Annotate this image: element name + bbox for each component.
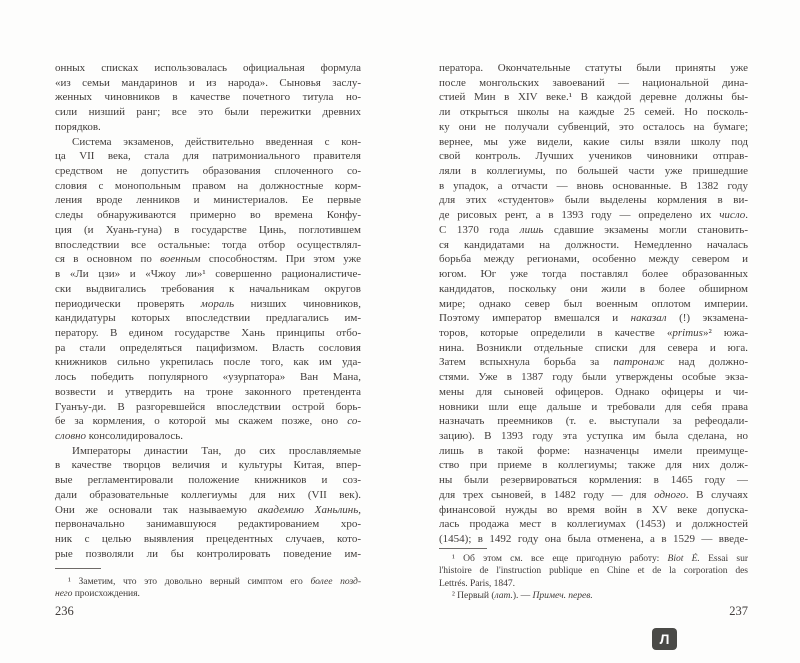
text-line: в «Ли цзи» и «Чжоу ли»¹ совершенно рационалистиче- <box>55 268 361 281</box>
text-line: для этих «студентов» были выделены кормления в ви- <box>439 194 748 207</box>
page-number-right: 237 <box>729 604 748 618</box>
text-line: торов, которые определили в качестве «primus»² южа- <box>439 326 748 339</box>
text-line: кандидатов, поскольку они жили в более обширном <box>439 282 748 295</box>
text-line: ны были резервироваться кормления: в 1465 году — <box>439 474 748 487</box>
text-line: ски выдвигались требования к начальникам округов <box>55 282 361 295</box>
text-line: онных списках использовалась официальная формула <box>55 62 361 74</box>
labirint-logo: Л <box>652 628 677 650</box>
text-line: ляли в коллегиумы, по большей части уже пришедшие <box>439 165 748 178</box>
text-line: вернее, мы уже видели, какие силы взяли школу под <box>439 135 748 148</box>
text-line: ку они не получали субвенций, это осталось на бумаге; <box>439 120 748 133</box>
text-line: бе за кормления, о которой мы скажем позже, оно со- <box>55 415 361 428</box>
text-line: борьба между регионами, особенно между севером и <box>439 253 748 266</box>
text-line: лось победить популярного «узурпатора» Ван Мана, <box>55 371 361 384</box>
text-line: мены для сыновей офицеров. Однако офицеры и чи- <box>439 385 748 398</box>
text-line: него происхождения. <box>55 588 140 600</box>
text-line: l'histoire de l'instruction publique en Chine et de la corporation des <box>439 565 748 577</box>
text-line: ция (и Хуань-гуна) в государстве Цинь, поглотившем <box>55 223 361 236</box>
right-page-footnote <box>439 553 748 603</box>
text-line: первоначально занимавшуюся редактированием хро- <box>55 518 361 531</box>
right-page-text <box>439 61 748 547</box>
text-line: зацию). В 1393 году эта уступка им была сделана, но <box>439 429 748 442</box>
text-line: после монгольских завоеваний — национальной дина- <box>439 76 748 89</box>
text-line: Поэтому император вмешался и наказал (!) экзамена- <box>439 312 748 325</box>
text-line: «из семьи мандаринов и из народа». Сыновья заслу- <box>55 76 361 89</box>
text-line: вые регламентировали положение книжников и соз- <box>55 474 361 487</box>
text-line: Императоры династии Тан, до сих прославляемые <box>72 444 361 457</box>
text-line: в упадок, а отчасти — вновь основанные. В 1382 году <box>439 179 748 192</box>
text-line: словно консолидировалось. <box>55 429 184 442</box>
text-line: впоследствии все остальные: тогда отбор осуществлял- <box>55 238 361 251</box>
text-line: ператору. В едином государстве Хань принципы отбо- <box>55 326 361 339</box>
text-line: женных чиновников в качестве почетного титула но- <box>55 91 361 104</box>
text-line: в качестве творцов величия и культуры Китая, впер- <box>55 459 361 472</box>
text-line: для трех сыновей, в 1482 году — для одного. В случаях <box>439 488 748 501</box>
page-number-left: 236 <box>55 604 74 618</box>
text-line: нина. Возникли отдельные списки для севера и юга. <box>439 341 748 354</box>
text-line: ператора. Окончательные статуты были приняты уже <box>439 62 748 74</box>
text-line: кандидатуры которых впоследствии предлагались им- <box>55 312 361 325</box>
text-line: Гуанъу-ди. В разгоревшейся впоследствии острой борь- <box>55 400 361 413</box>
text-line: ¹ Заметим, что это довольно верный симптом его более позд- <box>68 576 361 587</box>
text-line: ца VII века, стала для патримониального правителя <box>55 150 361 163</box>
text-line: Система экзаменов, действительно введенная с кон- <box>72 135 361 148</box>
text-line: периодически проверять мораль низших чиновников, <box>55 297 361 310</box>
text-line: свой контроль. Лучших учеников чиновники отправ- <box>439 150 748 163</box>
text-line: порядков. <box>55 120 101 133</box>
text-line: рые позволяли ли бы контролировать поведение им- <box>55 547 361 560</box>
text-line: ник с целью выявления прецедентных случаев, кото- <box>55 533 361 545</box>
text-line: новники шли еще дальше и требовали для себя права <box>439 400 748 413</box>
left-page-footnote <box>55 576 361 601</box>
text-line: С 1370 года лишь сдавшие экзамены могли становить- <box>439 223 748 236</box>
text-line: словия с монопольным правом на должностные корм- <box>55 179 361 192</box>
text-line: ство при приеме в коллегиумы; также для них долж- <box>439 459 748 472</box>
text-line: книжников сильно укрепилась после того, как им уда- <box>55 356 361 369</box>
text-line: ления вроде ленников и министериалов. Ее первые <box>55 194 361 207</box>
text-line: сили низший ранг; все это были пережитки древних <box>55 106 361 119</box>
text-line: стией Мин в XIV веке.¹ В каждой деревне должны бы- <box>439 91 748 104</box>
text-line: югом. Юг уже тогда поставлял более образованных <box>439 268 748 281</box>
text-line: (1454); в 1492 году она была отменена, а в 1529 — введе- <box>439 533 748 545</box>
text-line: ли открыться школы на каждые 25 семей. Но посколь- <box>439 106 748 119</box>
text-line: стями. Уже в 1387 году были утверждены особые экза- <box>439 371 748 384</box>
text-line: ся кандидатами на должности. Немедленно началась <box>439 238 748 251</box>
text-line: дали образовательные коллегиумы для них (VII век). <box>55 488 361 501</box>
text-line: Lettrés. Paris, 1847. <box>439 577 515 589</box>
text-line: финансовой нужды во время войн в XV веке допуска- <box>439 503 748 516</box>
text-line: мире; однако север был военным оплотом империи. <box>439 297 748 310</box>
right-footnote-rule <box>439 548 487 549</box>
text-line: Они же основали так называемую академию Ханьлинь, <box>55 503 361 516</box>
text-line: ра стали определяться пацифизмом. Власть сословия <box>55 341 361 354</box>
text-line: ¹ Об этом см. все еще пригодную работу: Biot É. Essai sur <box>452 553 748 564</box>
text-line: ² Первый (лат.). — Примеч. перев. <box>452 590 593 602</box>
left-footnote-rule <box>55 568 101 569</box>
text-line: следы обнаруживаются примерно во времена Конфу- <box>55 209 361 222</box>
text-line: назначать преемников (т. е. выступали за рефеодали- <box>439 415 748 428</box>
text-line: лась продажа мест в коллегиумах (1453) и должностей <box>439 518 748 531</box>
text-line: де рисовых рент, а в 1393 году — определено их число. <box>439 209 748 222</box>
text-line: ся в основном по военным способностям. При этом уже <box>55 253 361 266</box>
text-line: средством не допустить образования сплоченного со- <box>55 165 361 178</box>
left-page-text <box>55 61 361 561</box>
text-line: возвести и утвердить на троне законного претендента <box>55 385 361 398</box>
text-line: лишь в такой форме: назначенцы имели преимуще- <box>439 444 748 457</box>
text-line: Затем вспыхнула борьба за патронаж над должно- <box>439 356 748 369</box>
